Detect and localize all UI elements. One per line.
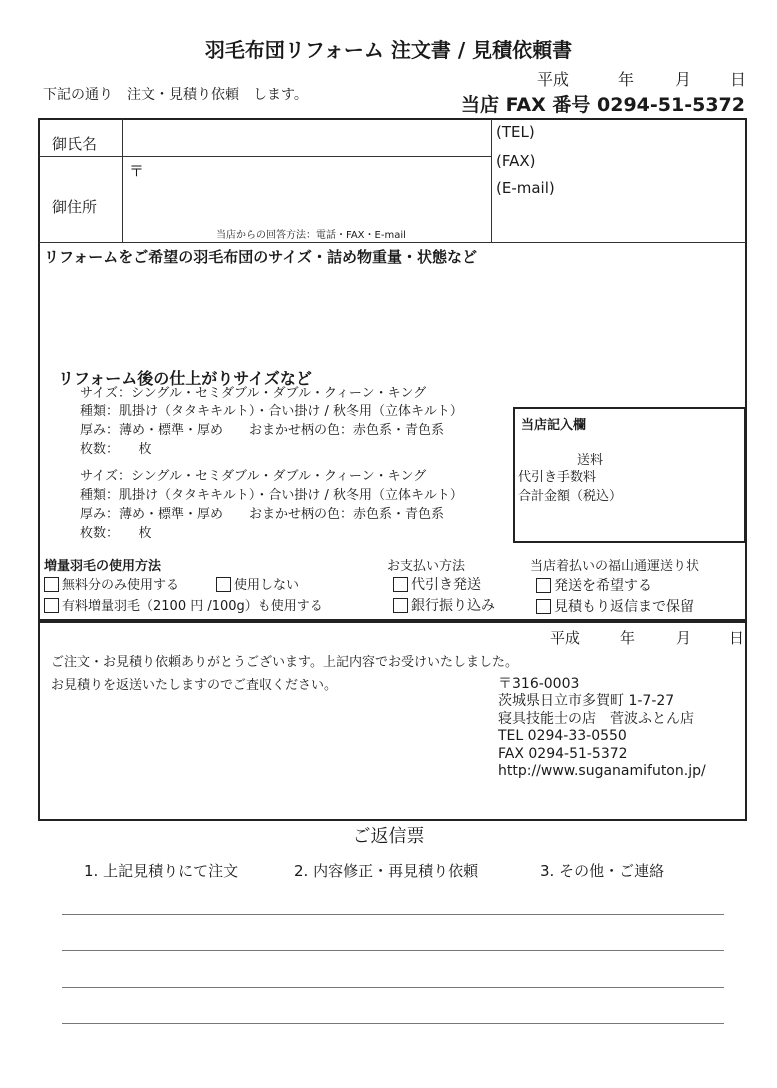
fax-label: (FAX) <box>496 152 536 170</box>
shop-tel: TEL 0294-33-0550 <box>498 728 627 744</box>
payment-heading: お支払い方法 <box>387 559 466 574</box>
header-date-year: 年 <box>618 70 635 89</box>
feather-opt-free-only-label: 無料分のみ使用する <box>62 578 180 593</box>
reply-option-other[interactable]: 3. その他・ご連絡 <box>540 862 665 880</box>
reply-date-era: 平成 <box>550 629 581 647</box>
thanks-note: ご注文・お見積り依頼ありがとうございます。上記内容でお受けいたしました。 <box>51 655 518 670</box>
shop-fax: FAX 0294-51-5372 <box>498 746 628 762</box>
group1-type: 種類：肌掛け（タタキキルト）・合い掛け / 秋冬用（立体キルト） <box>80 404 463 419</box>
name-row-divider <box>39 156 491 157</box>
group2-thickness: 厚み：薄め・標準・厚め おまかせ柄の色：赤色系・青色系 <box>80 507 445 522</box>
reply-line[interactable] <box>62 987 724 988</box>
address-label: 御住所 <box>52 198 98 216</box>
checkbox[interactable] <box>44 598 59 613</box>
email-label: (E-mail) <box>496 179 555 197</box>
checkbox[interactable] <box>536 578 551 593</box>
send-note: お見積りを返送いたしますのでご査収ください。 <box>51 678 338 693</box>
name-field[interactable] <box>124 120 490 155</box>
delivery-opt-send-label: 発送を希望する <box>554 578 652 594</box>
checkbox[interactable] <box>393 577 408 592</box>
group1-thickness: 厚み：薄め・標準・厚め おまかせ柄の色：赤色系・青色系 <box>80 423 445 438</box>
group1-count: 枚数： 枚 <box>80 442 152 457</box>
group1-size: サイズ：シングル・セミダブル・ダブル・クィーン・キング <box>80 386 427 401</box>
feather-opt-none-label: 使用しない <box>234 578 300 593</box>
checkbox[interactable] <box>536 599 551 614</box>
cod-fee-label: 代引き手数料 <box>518 470 597 485</box>
address-field[interactable] <box>124 158 490 218</box>
postal-mark: 〒 <box>129 162 145 180</box>
shop-name: 寝具技能士の店 菅波ふとん店 <box>498 711 694 727</box>
checkbox[interactable] <box>393 598 408 613</box>
reply-date-month: 月 <box>676 629 692 647</box>
shop-address: 茨城県日立市多賀町 1-7-27 <box>498 693 675 709</box>
request-details-field[interactable] <box>44 266 734 362</box>
total-label: 合計金額（税込） <box>518 489 623 504</box>
delivery-heading: 当店着払いの福山通運送り状 <box>530 559 700 574</box>
request-heading: リフォームをご希望の羽毛布団のサイズ・詰め物重量・状態など <box>44 248 478 266</box>
payment-opt-bank-label: 銀行振り込み <box>411 598 495 614</box>
reply-option-order[interactable]: 1. 上記見積りにて注文 <box>84 862 239 880</box>
form-title: 羽毛布団リフォーム 注文書 / 見積依頼書 <box>204 38 573 62</box>
reply-method-note: 当店からの回答方法：電話・FAX・E-mail <box>216 230 406 241</box>
payment-opt-cod[interactable] <box>393 577 481 593</box>
intro-text: 下記の通り 注文・見積り依頼 します。 <box>43 87 308 103</box>
header-date-era: 平成 <box>537 70 570 89</box>
group2-size: サイズ：シングル・セミダブル・ダブル・クィーン・キング <box>80 469 427 484</box>
group2-count: 枚数： 枚 <box>80 526 152 541</box>
reply-slip-title: ご返信票 <box>352 826 425 847</box>
feather-opt-paid-label: 有料増量羽毛（2100 円 /100g）も使用する <box>62 599 323 614</box>
tel-label: (TEL) <box>496 123 535 141</box>
payment-opt-bank[interactable] <box>393 598 495 614</box>
customer-section-divider <box>39 242 746 243</box>
contact-column-divider <box>491 119 492 242</box>
reply-line[interactable] <box>62 950 724 951</box>
name-label: 御氏名 <box>52 135 98 153</box>
reply-date-day: 日 <box>729 629 745 647</box>
finish-heading: リフォーム後の仕上がりサイズなど <box>58 369 312 388</box>
feather-opt-free-only[interactable] <box>44 577 179 594</box>
payment-opt-cod-label: 代引き発送 <box>411 577 481 593</box>
checkbox[interactable] <box>216 577 231 592</box>
delivery-opt-hold[interactable] <box>536 599 694 615</box>
header-date-month: 月 <box>675 70 692 89</box>
store-fax-number: 当店 FAX 番号 0294-51-5372 <box>461 94 745 116</box>
shop-website-link[interactable]: http://www.suganamifuton.jp/ <box>498 763 706 779</box>
delivery-opt-hold-label: 見積もり返信まで保留 <box>554 599 694 615</box>
reply-option-revise[interactable]: 2. 内容修正・再見積り依頼 <box>294 862 479 880</box>
header-date-day: 日 <box>730 70 747 89</box>
delivery-opt-send[interactable] <box>536 578 652 594</box>
feather-opt-paid[interactable] <box>44 598 323 615</box>
feather-opt-none[interactable] <box>216 577 299 594</box>
feather-heading: 増量羽毛の使用方法 <box>44 559 162 574</box>
reply-line[interactable] <box>62 914 724 915</box>
label-column-divider <box>122 119 123 242</box>
checkbox[interactable] <box>44 577 59 592</box>
group2-type: 種類：肌掛け（タタキキルト）・合い掛け / 秋冬用（立体キルト） <box>80 488 463 503</box>
shipping-label: 送料 <box>577 453 604 468</box>
reply-date-year: 年 <box>620 629 636 647</box>
reply-line[interactable] <box>62 1023 724 1024</box>
shop-postal-code: 〒316-0003 <box>498 676 580 692</box>
store-box-heading: 当店記入欄 <box>521 418 587 433</box>
